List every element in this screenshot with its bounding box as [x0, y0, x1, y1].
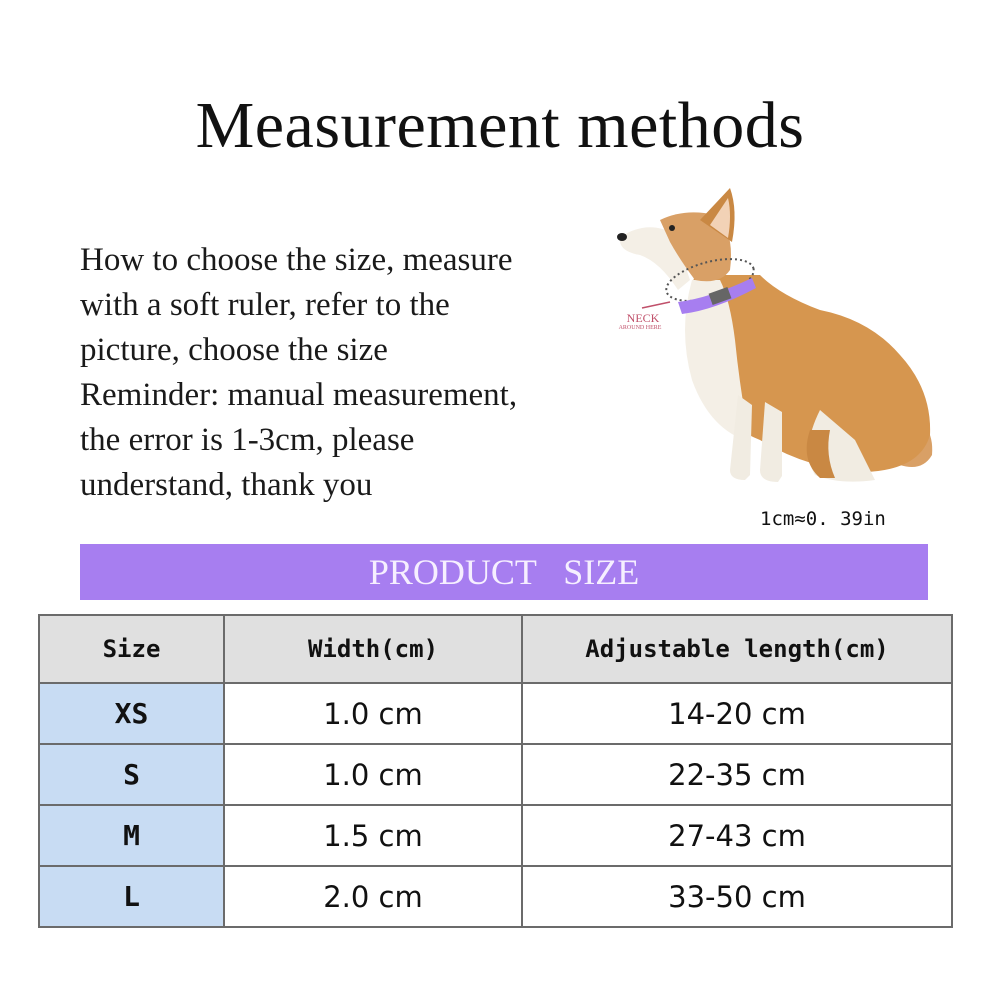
size-cell: M [39, 805, 224, 866]
width-cell: 2.0 cm [224, 866, 522, 927]
table-row [39, 683, 952, 744]
length-cell: 22-35 cm [522, 744, 952, 805]
neck-label: NECK [626, 311, 660, 325]
length-cell: 14-20 cm [522, 683, 952, 744]
instructions-text [80, 238, 640, 508]
instruction-line: with a soft ruler, refer to the [80, 287, 450, 323]
size-chart-table [38, 614, 953, 928]
instruction-line: Reminder: manual measurement, [80, 377, 518, 413]
unit-conversion: 1cm≈0. 39in [760, 508, 886, 530]
table-header-row [39, 615, 952, 683]
instruction-line: How to choose the size, measure [80, 242, 513, 278]
width-cell: 1.5 cm [224, 805, 522, 866]
width-cell: 1.0 cm [224, 683, 522, 744]
instruction-line: picture, choose the size [80, 332, 388, 368]
table-row [39, 744, 952, 805]
banner-label: PRODUCT SIZE [368, 552, 640, 592]
page-title: Measurement methods [195, 89, 805, 162]
instruction-line: the error is 1-3cm, please [80, 422, 415, 458]
size-cell: L [39, 866, 224, 927]
length-cell: 27-43 cm [522, 805, 952, 866]
product-size-banner [80, 544, 928, 600]
size-cell: S [39, 744, 224, 805]
dog-illustration [600, 180, 945, 500]
header-size: Size [39, 615, 224, 683]
size-cell: XS [39, 683, 224, 744]
table-row [39, 866, 952, 927]
length-cell: 33-50 cm [522, 866, 952, 927]
instruction-line: understand, thank you [80, 467, 373, 503]
table-row [39, 805, 952, 866]
header-width: Width(cm) [224, 615, 522, 683]
width-cell: 1.0 cm [224, 744, 522, 805]
header-length: Adjustable length(cm) [522, 615, 952, 683]
neck-sublabel: AROUND HERE [618, 325, 662, 331]
